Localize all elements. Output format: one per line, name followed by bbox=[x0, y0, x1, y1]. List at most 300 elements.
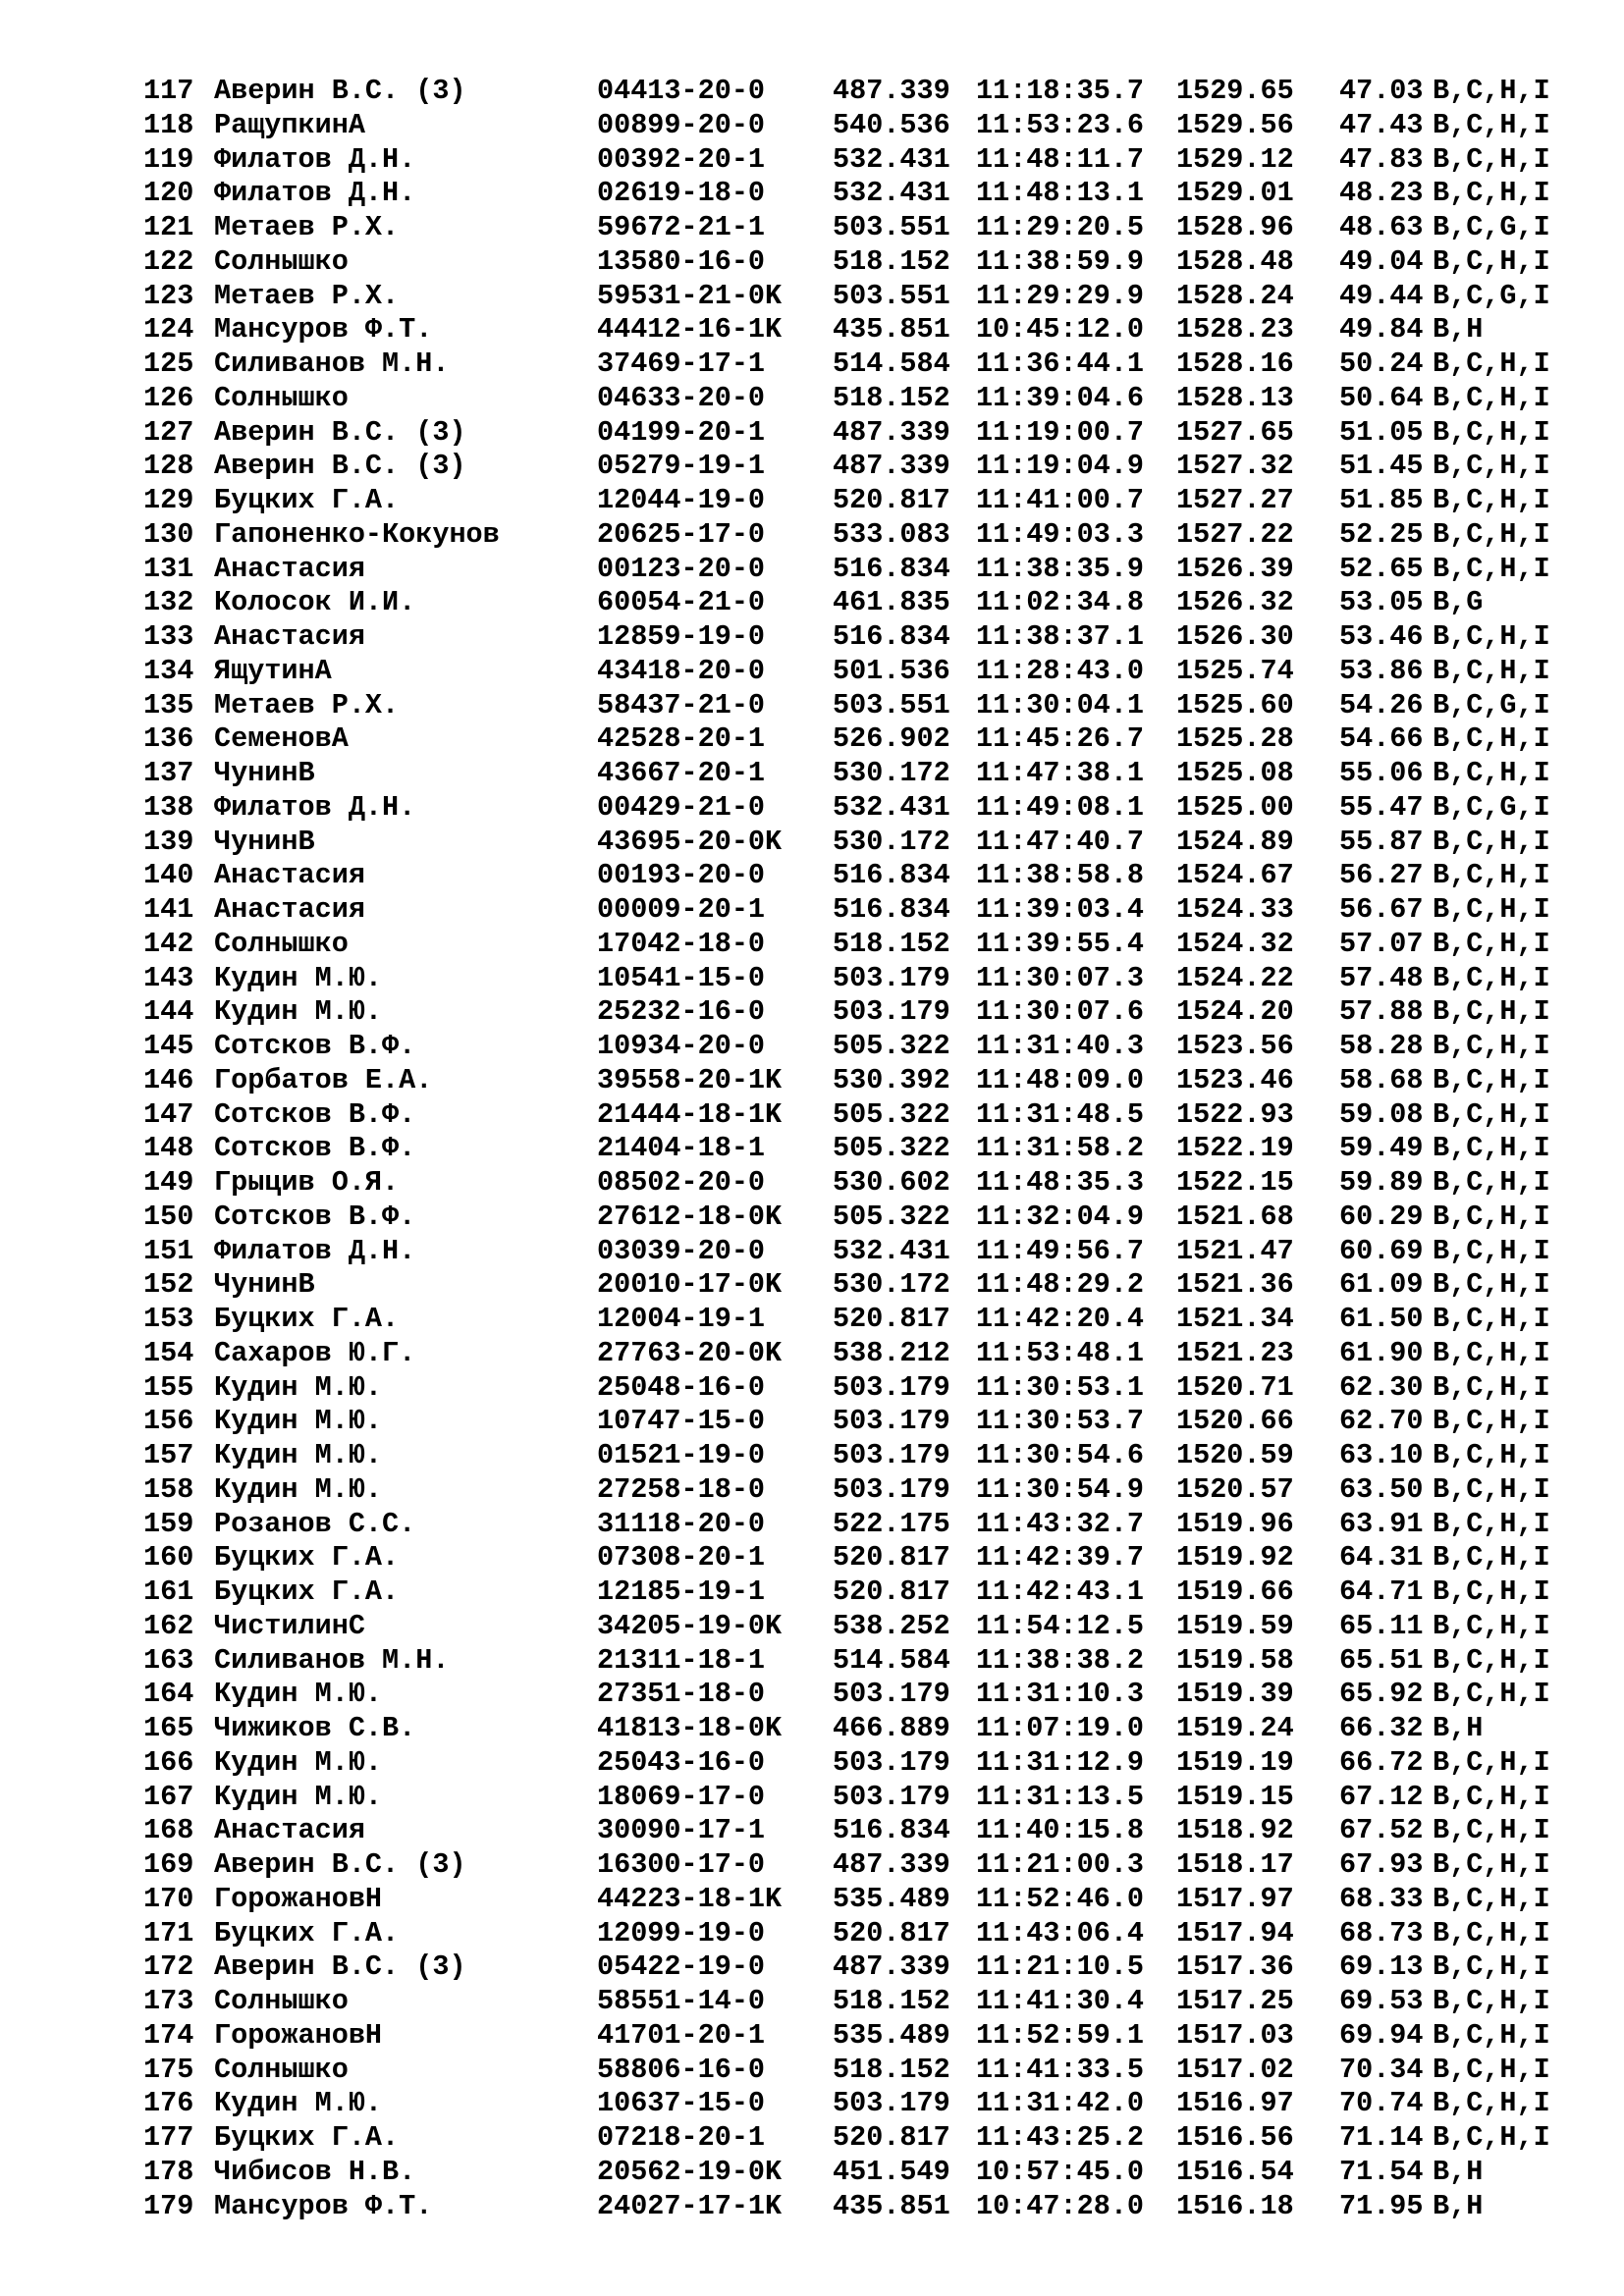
distance: 516.834 bbox=[833, 620, 950, 653]
categories: B,C,H,I bbox=[1433, 757, 1550, 789]
speed: 1518.92 bbox=[1176, 1814, 1294, 1847]
fancier-name: Кудин М.Ю. bbox=[214, 1405, 383, 1438]
fancier-name: Кудин М.Ю. bbox=[214, 995, 383, 1029]
distance: 516.834 bbox=[833, 552, 950, 585]
speed: 1518.17 bbox=[1176, 1848, 1294, 1881]
ring-number: 00899-20-0 bbox=[597, 108, 766, 141]
categories: B,C,H,I bbox=[1433, 1678, 1550, 1711]
fancier-name: Сотсков В.Ф. bbox=[214, 1097, 416, 1131]
categories: B,C,H,I bbox=[1433, 1472, 1550, 1506]
place-number: 136 bbox=[143, 722, 194, 756]
place-number: 145 bbox=[143, 1030, 194, 1062]
speed: 1520.71 bbox=[1176, 1370, 1294, 1404]
fancier-name: Гапоненко-Кокунов bbox=[214, 517, 500, 551]
distance: 487.339 bbox=[833, 75, 950, 107]
ring-number: 59672-21-1 bbox=[597, 211, 766, 243]
points: 67.12 bbox=[1339, 1780, 1424, 1813]
speed: 1520.57 bbox=[1176, 1472, 1294, 1506]
categories: B,C,H,I bbox=[1433, 654, 1550, 687]
fancier-name: ЯщутинА bbox=[214, 654, 332, 687]
points: 55.06 bbox=[1339, 757, 1424, 789]
points: 53.05 bbox=[1339, 586, 1424, 619]
fancier-name: Силиванов М.Н. bbox=[214, 1643, 450, 1677]
speed: 1523.56 bbox=[1176, 1030, 1294, 1062]
fancier-name: Кудин М.Ю. bbox=[214, 1472, 383, 1506]
place-number: 129 bbox=[143, 484, 194, 516]
arrival-time: 10:45:12.0 bbox=[976, 313, 1145, 347]
speed: 1520.59 bbox=[1176, 1439, 1294, 1471]
place-number: 133 bbox=[143, 620, 194, 653]
fancier-name: Солнышко bbox=[214, 2053, 349, 2086]
ring-number: 20562-19-0K bbox=[597, 2155, 783, 2188]
speed: 1527.22 bbox=[1176, 517, 1294, 551]
points: 67.52 bbox=[1339, 1814, 1424, 1847]
speed: 1526.30 bbox=[1176, 620, 1294, 653]
arrival-time: 11:47:40.7 bbox=[976, 825, 1145, 858]
fancier-name: Силиванов М.Н. bbox=[214, 347, 450, 380]
points: 56.27 bbox=[1339, 859, 1424, 892]
points: 47.83 bbox=[1339, 142, 1424, 176]
fancier-name: Розанов С.С. bbox=[214, 1507, 416, 1540]
ring-number: 25232-16-0 bbox=[597, 995, 766, 1029]
ring-number: 58806-16-0 bbox=[597, 2053, 766, 2086]
place-number: 174 bbox=[143, 2018, 194, 2052]
place-number: 155 bbox=[143, 1370, 194, 1404]
place-number: 134 bbox=[143, 654, 194, 687]
place-number: 123 bbox=[143, 279, 194, 312]
fancier-name: Кудин М.Ю. bbox=[214, 1370, 383, 1404]
arrival-time: 11:30:54.9 bbox=[976, 1472, 1145, 1506]
categories: B,C,H,I bbox=[1433, 1166, 1550, 1199]
ring-number: 43695-20-0K bbox=[597, 825, 783, 858]
points: 71.95 bbox=[1339, 2189, 1424, 2222]
fancier-name: Буцких Г.А. bbox=[214, 1303, 400, 1335]
distance: 487.339 bbox=[833, 1848, 950, 1881]
fancier-name: ЧистилинС bbox=[214, 1609, 365, 1642]
points: 48.63 bbox=[1339, 211, 1424, 243]
arrival-time: 11:42:20.4 bbox=[976, 1303, 1145, 1335]
speed: 1528.48 bbox=[1176, 244, 1294, 278]
place-number: 171 bbox=[143, 1916, 194, 1949]
distance: 522.175 bbox=[833, 1507, 950, 1540]
fancier-name: СеменовА bbox=[214, 722, 349, 756]
points: 50.24 bbox=[1339, 347, 1424, 380]
distance: 518.152 bbox=[833, 1985, 950, 2017]
distance: 518.152 bbox=[833, 381, 950, 414]
ring-number: 21404-18-1 bbox=[597, 1132, 766, 1165]
points: 61.90 bbox=[1339, 1336, 1424, 1369]
speed: 1527.27 bbox=[1176, 484, 1294, 516]
speed: 1528.96 bbox=[1176, 211, 1294, 243]
arrival-time: 11:31:58.2 bbox=[976, 1132, 1145, 1165]
distance: 538.252 bbox=[833, 1609, 950, 1642]
place-number: 140 bbox=[143, 859, 194, 892]
place-number: 139 bbox=[143, 825, 194, 858]
fancier-name: Колосок И.И. bbox=[214, 586, 416, 619]
fancier-name: Сахаров Ю.Г. bbox=[214, 1336, 416, 1369]
distance: 530.172 bbox=[833, 825, 950, 858]
distance: 532.431 bbox=[833, 1234, 950, 1267]
points: 63.50 bbox=[1339, 1472, 1424, 1506]
ring-number: 27351-18-0 bbox=[597, 1678, 766, 1711]
distance: 538.212 bbox=[833, 1336, 950, 1369]
speed: 1521.47 bbox=[1176, 1234, 1294, 1267]
arrival-time: 11:30:53.1 bbox=[976, 1370, 1145, 1404]
arrival-time: 11:29:20.5 bbox=[976, 211, 1145, 243]
place-number: 162 bbox=[143, 1609, 194, 1642]
fancier-name: ГорожановН bbox=[214, 1882, 383, 1915]
points: 68.33 bbox=[1339, 1882, 1424, 1915]
points: 53.86 bbox=[1339, 654, 1424, 687]
speed: 1527.32 bbox=[1176, 450, 1294, 483]
fancier-name: Анастасия bbox=[214, 552, 365, 585]
fancier-name: Метаев Р.Х. bbox=[214, 279, 400, 312]
speed: 1525.00 bbox=[1176, 790, 1294, 824]
arrival-time: 11:18:35.7 bbox=[976, 75, 1145, 107]
ring-number: 41813-18-0K bbox=[597, 1712, 783, 1744]
distance: 530.172 bbox=[833, 757, 950, 789]
distance: 487.339 bbox=[833, 415, 950, 449]
categories: B,C,H,I bbox=[1433, 927, 1550, 960]
place-number: 179 bbox=[143, 2189, 194, 2222]
categories: B,C,G,I bbox=[1433, 688, 1550, 721]
distance: 503.179 bbox=[833, 995, 950, 1029]
ring-number: 60054-21-0 bbox=[597, 586, 766, 619]
arrival-time: 11:42:39.7 bbox=[976, 1541, 1145, 1575]
arrival-time: 11:30:07.6 bbox=[976, 995, 1145, 1029]
distance: 530.392 bbox=[833, 1063, 950, 1096]
ring-number: 27612-18-0K bbox=[597, 1200, 783, 1233]
speed: 1519.24 bbox=[1176, 1712, 1294, 1744]
speed: 1525.60 bbox=[1176, 688, 1294, 721]
ring-number: 41701-20-1 bbox=[597, 2018, 766, 2052]
categories: B,C,H,I bbox=[1433, 1643, 1550, 1677]
fancier-name: Мансуров Ф.Т. bbox=[214, 313, 433, 347]
ring-number: 44412-16-1K bbox=[597, 313, 783, 347]
categories: B,C,H,I bbox=[1433, 1780, 1550, 1813]
place-number: 135 bbox=[143, 688, 194, 721]
ring-number: 58437-21-0 bbox=[597, 688, 766, 721]
distance: 505.322 bbox=[833, 1097, 950, 1131]
place-number: 170 bbox=[143, 1882, 194, 1915]
fancier-name: Буцких Г.А. bbox=[214, 2121, 400, 2154]
arrival-time: 11:49:56.7 bbox=[976, 1234, 1145, 1267]
categories: B,C,H,I bbox=[1433, 1848, 1550, 1881]
points: 63.10 bbox=[1339, 1439, 1424, 1471]
ring-number: 27258-18-0 bbox=[597, 1472, 766, 1506]
arrival-time: 11:41:00.7 bbox=[976, 484, 1145, 516]
distance: 466.889 bbox=[833, 1712, 950, 1744]
distance: 532.431 bbox=[833, 177, 950, 210]
distance: 514.584 bbox=[833, 1643, 950, 1677]
distance: 516.834 bbox=[833, 1814, 950, 1847]
categories: B,C,H,I bbox=[1433, 859, 1550, 892]
distance: 520.817 bbox=[833, 1916, 950, 1949]
categories: B,C,H,I bbox=[1433, 2121, 1550, 2154]
distance: 503.179 bbox=[833, 961, 950, 994]
categories: B,C,H,I bbox=[1433, 1303, 1550, 1335]
ring-number: 04633-20-0 bbox=[597, 381, 766, 414]
place-number: 128 bbox=[143, 450, 194, 483]
place-number: 117 bbox=[143, 75, 194, 107]
ring-number: 37469-17-1 bbox=[597, 347, 766, 380]
place-number: 178 bbox=[143, 2155, 194, 2188]
points: 62.30 bbox=[1339, 1370, 1424, 1404]
arrival-time: 11:48:35.3 bbox=[976, 1166, 1145, 1199]
arrival-time: 11:31:40.3 bbox=[976, 1030, 1145, 1062]
fancier-name: Сотсков В.Ф. bbox=[214, 1030, 416, 1062]
place-number: 127 bbox=[143, 415, 194, 449]
points: 48.23 bbox=[1339, 177, 1424, 210]
distance: 503.179 bbox=[833, 1439, 950, 1471]
speed: 1517.97 bbox=[1176, 1882, 1294, 1915]
arrival-time: 11:43:06.4 bbox=[976, 1916, 1145, 1949]
place-number: 163 bbox=[143, 1643, 194, 1677]
categories: B,C,H,I bbox=[1433, 1200, 1550, 1233]
arrival-time: 11:48:13.1 bbox=[976, 177, 1145, 210]
speed: 1516.54 bbox=[1176, 2155, 1294, 2188]
categories: B,C,H,I bbox=[1433, 995, 1550, 1029]
arrival-time: 11:30:04.1 bbox=[976, 688, 1145, 721]
place-number: 157 bbox=[143, 1439, 194, 1471]
fancier-name: Буцких Г.А. bbox=[214, 1541, 400, 1575]
categories: B,C,H,I bbox=[1433, 2018, 1550, 2052]
categories: B,C,H,I bbox=[1433, 415, 1550, 449]
arrival-time: 11:45:26.7 bbox=[976, 722, 1145, 756]
arrival-time: 11:30:07.3 bbox=[976, 961, 1145, 994]
ring-number: 21444-18-1K bbox=[597, 1097, 783, 1131]
speed: 1521.34 bbox=[1176, 1303, 1294, 1335]
fancier-name: ЧунинВ bbox=[214, 757, 315, 789]
points: 49.84 bbox=[1339, 313, 1424, 347]
categories: B,C,H,I bbox=[1433, 1097, 1550, 1131]
points: 70.34 bbox=[1339, 2053, 1424, 2086]
speed: 1524.20 bbox=[1176, 995, 1294, 1029]
categories: B,C,H,I bbox=[1433, 825, 1550, 858]
arrival-time: 11:30:53.7 bbox=[976, 1405, 1145, 1438]
place-number: 142 bbox=[143, 927, 194, 960]
categories: B,C,H,I bbox=[1433, 1234, 1550, 1267]
arrival-time: 11:38:38.2 bbox=[976, 1643, 1145, 1677]
fancier-name: Кудин М.Ю. bbox=[214, 1678, 383, 1711]
categories: B,C,G,I bbox=[1433, 279, 1550, 312]
distance: 435.851 bbox=[833, 2189, 950, 2222]
fancier-name: Кудин М.Ю. bbox=[214, 961, 383, 994]
points: 47.03 bbox=[1339, 75, 1424, 107]
ring-number: 03039-20-0 bbox=[597, 1234, 766, 1267]
distance: 514.584 bbox=[833, 347, 950, 380]
distance: 505.322 bbox=[833, 1200, 950, 1233]
points: 64.31 bbox=[1339, 1541, 1424, 1575]
fancier-name: Буцких Г.А. bbox=[214, 1916, 400, 1949]
distance: 520.817 bbox=[833, 1303, 950, 1335]
categories: B,C,H,I bbox=[1433, 1541, 1550, 1575]
speed: 1524.22 bbox=[1176, 961, 1294, 994]
ring-number: 34205-19-0K bbox=[597, 1609, 783, 1642]
points: 70.74 bbox=[1339, 2087, 1424, 2120]
speed: 1516.97 bbox=[1176, 2087, 1294, 2120]
speed: 1529.12 bbox=[1176, 142, 1294, 176]
categories: B,C,H,I bbox=[1433, 1132, 1550, 1165]
distance: 505.322 bbox=[833, 1030, 950, 1062]
speed: 1517.36 bbox=[1176, 1950, 1294, 1984]
points: 68.73 bbox=[1339, 1916, 1424, 1949]
arrival-time: 11:49:03.3 bbox=[976, 517, 1145, 551]
arrival-time: 11:52:46.0 bbox=[976, 1882, 1145, 1915]
distance: 535.489 bbox=[833, 1882, 950, 1915]
points: 59.89 bbox=[1339, 1166, 1424, 1199]
points: 65.11 bbox=[1339, 1609, 1424, 1642]
speed: 1526.32 bbox=[1176, 586, 1294, 619]
speed: 1525.28 bbox=[1176, 722, 1294, 756]
distance: 533.083 bbox=[833, 517, 950, 551]
speed: 1525.08 bbox=[1176, 757, 1294, 789]
points: 49.04 bbox=[1339, 244, 1424, 278]
speed: 1524.89 bbox=[1176, 825, 1294, 858]
categories: B,C,H,I bbox=[1433, 620, 1550, 653]
arrival-time: 11:31:10.3 bbox=[976, 1678, 1145, 1711]
fancier-name: Аверин В.С. (3) bbox=[214, 415, 466, 449]
points: 60.69 bbox=[1339, 1234, 1424, 1267]
fancier-name: Филатов Д.Н. bbox=[214, 142, 416, 176]
speed: 1525.74 bbox=[1176, 654, 1294, 687]
distance: 435.851 bbox=[833, 313, 950, 347]
points: 56.67 bbox=[1339, 893, 1424, 926]
categories: B,C,H,I bbox=[1433, 2053, 1550, 2086]
place-number: 173 bbox=[143, 1985, 194, 2017]
ring-number: 00009-20-1 bbox=[597, 893, 766, 926]
categories: B,C,H,I bbox=[1433, 1268, 1550, 1302]
ring-number: 17042-18-0 bbox=[597, 927, 766, 960]
place-number: 148 bbox=[143, 1132, 194, 1165]
points: 66.32 bbox=[1339, 1712, 1424, 1744]
speed: 1519.58 bbox=[1176, 1643, 1294, 1677]
points: 58.28 bbox=[1339, 1030, 1424, 1062]
ring-number: 30090-17-1 bbox=[597, 1814, 766, 1847]
place-number: 143 bbox=[143, 961, 194, 994]
points: 55.47 bbox=[1339, 790, 1424, 824]
fancier-name: Солнышко bbox=[214, 381, 349, 414]
points: 51.85 bbox=[1339, 484, 1424, 516]
ring-number: 10637-15-0 bbox=[597, 2087, 766, 2120]
arrival-time: 11:48:09.0 bbox=[976, 1063, 1145, 1096]
categories: B,C,H,I bbox=[1433, 517, 1550, 551]
categories: B,C,H,I bbox=[1433, 484, 1550, 516]
fancier-name: Аверин В.С. (3) bbox=[214, 1950, 466, 1984]
distance: 461.835 bbox=[833, 586, 950, 619]
points: 64.71 bbox=[1339, 1575, 1424, 1608]
ring-number: 43418-20-0 bbox=[597, 654, 766, 687]
place-number: 137 bbox=[143, 757, 194, 789]
distance: 503.179 bbox=[833, 1472, 950, 1506]
place-number: 141 bbox=[143, 893, 194, 926]
arrival-time: 11:49:08.1 bbox=[976, 790, 1145, 824]
fancier-name: Анастасия bbox=[214, 859, 365, 892]
arrival-time: 11:48:11.7 bbox=[976, 142, 1145, 176]
distance: 487.339 bbox=[833, 450, 950, 483]
distance: 530.172 bbox=[833, 1268, 950, 1302]
points: 58.68 bbox=[1339, 1063, 1424, 1096]
speed: 1521.68 bbox=[1176, 1200, 1294, 1233]
points: 55.87 bbox=[1339, 825, 1424, 858]
speed: 1520.66 bbox=[1176, 1405, 1294, 1438]
categories: B,C,H,I bbox=[1433, 961, 1550, 994]
distance: 540.536 bbox=[833, 108, 950, 141]
fancier-name: Сотсков В.Ф. bbox=[214, 1132, 416, 1165]
ring-number: 20625-17-0 bbox=[597, 517, 766, 551]
place-number: 167 bbox=[143, 1780, 194, 1813]
fancier-name: РащупкинА bbox=[214, 108, 365, 141]
ring-number: 07218-20-1 bbox=[597, 2121, 766, 2154]
fancier-name: Аверин В.С. (3) bbox=[214, 1848, 466, 1881]
fancier-name: Буцких Г.А. bbox=[214, 1575, 400, 1608]
ring-number: 20010-17-0K bbox=[597, 1268, 783, 1302]
ring-number: 42528-20-1 bbox=[597, 722, 766, 756]
fancier-name: Филатов Д.Н. bbox=[214, 1234, 416, 1267]
arrival-time: 11:21:10.5 bbox=[976, 1950, 1145, 1984]
points: 71.14 bbox=[1339, 2121, 1424, 2154]
ring-number: 00392-20-1 bbox=[597, 142, 766, 176]
ring-number: 59531-21-0K bbox=[597, 279, 783, 312]
points: 65.51 bbox=[1339, 1643, 1424, 1677]
speed: 1524.33 bbox=[1176, 893, 1294, 926]
points: 57.07 bbox=[1339, 927, 1424, 960]
fancier-name: Кудин М.Ю. bbox=[214, 1780, 383, 1813]
categories: B,C,H,I bbox=[1433, 552, 1550, 585]
speed: 1519.59 bbox=[1176, 1609, 1294, 1642]
distance: 532.431 bbox=[833, 142, 950, 176]
ring-number: 18069-17-0 bbox=[597, 1780, 766, 1813]
arrival-time: 10:47:28.0 bbox=[976, 2189, 1145, 2222]
arrival-time: 11:47:38.1 bbox=[976, 757, 1145, 789]
ring-number: 43667-20-1 bbox=[597, 757, 766, 789]
ring-number: 08502-20-0 bbox=[597, 1166, 766, 1199]
place-number: 149 bbox=[143, 1166, 194, 1199]
arrival-time: 11:32:04.9 bbox=[976, 1200, 1145, 1233]
categories: B,H bbox=[1433, 1712, 1484, 1744]
arrival-time: 11:39:04.6 bbox=[976, 381, 1145, 414]
ring-number: 12044-19-0 bbox=[597, 484, 766, 516]
place-number: 165 bbox=[143, 1712, 194, 1744]
place-number: 158 bbox=[143, 1472, 194, 1506]
points: 61.09 bbox=[1339, 1268, 1424, 1302]
place-number: 177 bbox=[143, 2121, 194, 2154]
points: 54.26 bbox=[1339, 688, 1424, 721]
categories: B,C,H,I bbox=[1433, 142, 1550, 176]
ring-number: 04199-20-1 bbox=[597, 415, 766, 449]
arrival-time: 11:19:04.9 bbox=[976, 450, 1145, 483]
arrival-time: 11:38:35.9 bbox=[976, 552, 1145, 585]
ring-number: 01521-19-0 bbox=[597, 1439, 766, 1471]
distance: 501.536 bbox=[833, 654, 950, 687]
fancier-name: Чижиков С.В. bbox=[214, 1712, 416, 1744]
arrival-time: 11:21:00.3 bbox=[976, 1848, 1145, 1881]
categories: B,C,H,I bbox=[1433, 1370, 1550, 1404]
place-number: 130 bbox=[143, 517, 194, 551]
fancier-name: Горбатов Е.А. bbox=[214, 1063, 433, 1096]
speed: 1529.56 bbox=[1176, 108, 1294, 141]
place-number: 152 bbox=[143, 1268, 194, 1302]
speed: 1519.66 bbox=[1176, 1575, 1294, 1608]
speed: 1528.23 bbox=[1176, 313, 1294, 347]
arrival-time: 11:38:58.8 bbox=[976, 859, 1145, 892]
ring-number: 05422-19-0 bbox=[597, 1950, 766, 1984]
fancier-name: Анастасия bbox=[214, 893, 365, 926]
speed: 1527.65 bbox=[1176, 415, 1294, 449]
categories: B,C,H,I bbox=[1433, 2087, 1550, 2120]
categories: B,C,H,I bbox=[1433, 1985, 1550, 2017]
categories: B,H bbox=[1433, 2155, 1484, 2188]
